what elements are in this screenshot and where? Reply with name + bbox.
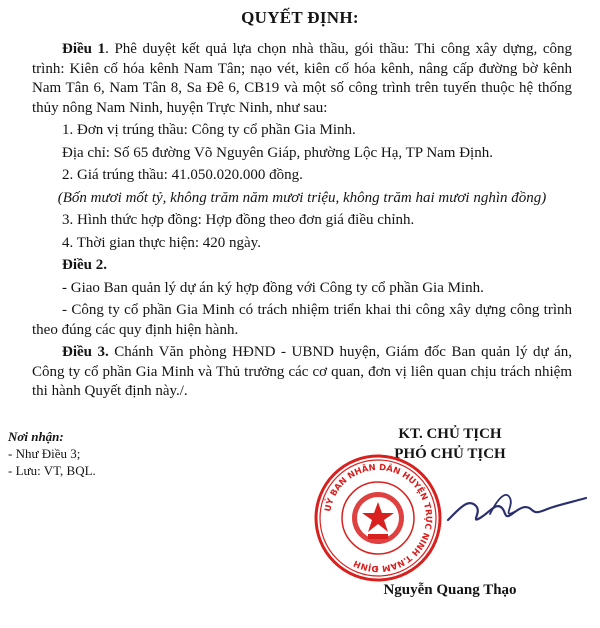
recipients-block <box>8 428 208 479</box>
signer-position: PHÓ CHỦ TỊCH <box>394 446 506 462</box>
article-2-item: - Giao Ban quản lý dự án ký hợp đồng với Công ty cổ phần Gia Minh. <box>62 279 484 296</box>
article-3-label: Điều 3. <box>62 344 109 360</box>
recipient-item: - Như Điều 3; <box>8 446 81 461</box>
document-title: QUYẾT ĐỊNH: <box>241 8 359 27</box>
article-1-label: Điều 1 <box>62 41 106 57</box>
document-body <box>32 40 572 405</box>
article-1-item: 3. Hình thức hợp đồng: Hợp đồng theo đơn giá điều chỉnh. <box>62 212 415 228</box>
amount-in-words: (Bốn mươi mốt tỷ, không trăm năm mươi triệu, không trăm hai mươi nghìn đồng) <box>57 189 547 206</box>
article-1-item: 2. Giá trúng thầu: 41.050.020.000 đồng. <box>62 167 303 183</box>
article-2-item: - Công ty cổ phần Gia Minh có trách nhiệm triển khai thi công xây dựng công trình theo đúng các quy định hiện hành. <box>32 302 572 338</box>
article-1-text: . Phê duyệt kết quả lựa chọn nhà thầu, gói thầu: Thi công xây dựng, công trình: Kiên cố hóa kênh Nam Tân; nạo vét, kiên cố hóa kênh, nâng cấp đường bờ kênh Nam Tân 6, Nam Tân 8, Sa Đê 6, CB19 và một số công trình trên tuyến thuộc hệ thống thủy nông Nam Ninh, huyện Trực Ninh, như sau: <box>32 41 573 116</box>
national-emblem-icon <box>352 492 404 544</box>
handwritten-signature <box>440 468 590 538</box>
article-1 <box>32 40 572 118</box>
article-2-label: Điều 2. <box>62 257 107 273</box>
signer-name: Nguyễn Quang Thạo <box>383 582 517 598</box>
svg-text:UỶ BAN NHÂN DÂN HUYỆN TRỰC NIN: UỶ BAN NHÂN DÂN HUYỆN TRỰC NINH T.NAM ĐỊNH <box>323 462 434 574</box>
article-1-item: Địa chỉ: Số 65 đường Võ Nguyên Giáp, phường Lộc Hạ, TP Nam Định. <box>62 144 493 161</box>
article-1-item: 1. Đơn vị trúng thầu: Công ty cổ phần Gia Minh. <box>62 122 356 138</box>
article-3 <box>32 343 572 402</box>
article-1-item: 4. Thời gian thực hiện: 420 ngày. <box>62 234 261 251</box>
official-seal <box>312 452 444 584</box>
signer-authority: KT. CHỦ TỊCH <box>398 426 502 442</box>
recipient-item: - Lưu: VT, BQL. <box>8 463 96 478</box>
article-3-text: Chánh Văn phòng HĐND - UBND huyện, Giám đốc Ban quản lý dự án, Công ty cổ phần Gia Minh và Thủ trưởng các cơ quan, đơn vị liên quan chịu trách nhiệm thi hành Quyết định này./. <box>32 344 572 399</box>
recipients-heading: Nơi nhận: <box>8 429 64 444</box>
